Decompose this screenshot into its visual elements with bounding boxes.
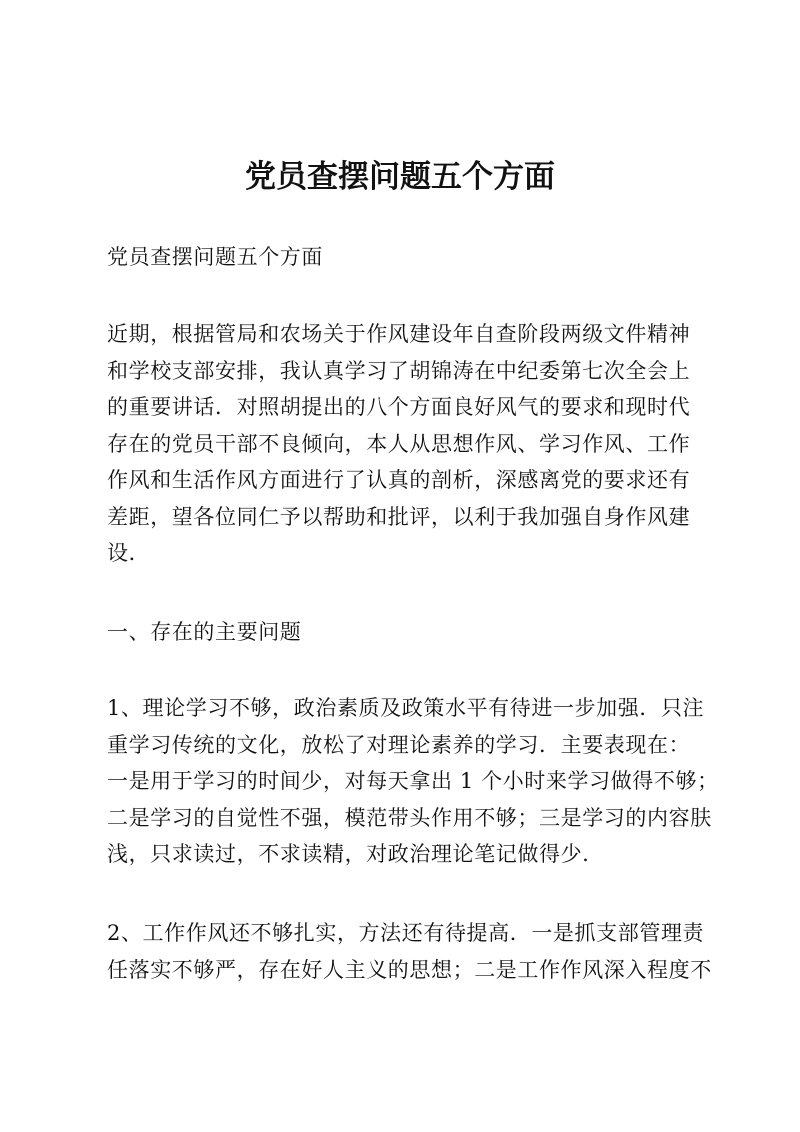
paragraph-line: 一是用于学习的时间少，对每天拿出 1 个小时来学习做得不够；: [107, 769, 719, 793]
paragraph-line: 存在的党员干部不良倾向，本人从思想作风、学习作风、工作: [107, 431, 691, 456]
paragraph-line: 浅，只求读过，不求读精，对政治理论笔记做得少．: [107, 842, 604, 866]
problem-item-2: [107, 915, 712, 988]
paragraph-line: 的重要讲话．对照胡提出的八个方面良好风气的要求和现时代: [107, 395, 691, 419]
paragraph-line: 2、工作作风还不够扎实，方法还有待提高．一是抓支部管理责: [107, 921, 705, 945]
paragraph-line: 近期，根据管局和农场关于作风建设年自查阶段两级文件精神: [107, 322, 691, 346]
section-heading-line: 一、存在的主要问题: [107, 620, 302, 644]
section-heading: [107, 614, 707, 651]
paragraph-line: 任落实不够严，存在好人主义的思想；二是工作作风深入程度不: [107, 957, 712, 982]
paragraph-line: 设．: [107, 541, 151, 565]
document-subtitle: [107, 239, 707, 276]
paragraph-line: 和学校支部安排，我认真学习了胡锦涛在中纪委第七次全会上: [107, 358, 691, 383]
subtitle-line: 党员查摆问题五个方面: [107, 245, 323, 269]
paragraph-line: 1、理论学习不够，政治素质及政策水平有待进一步加强．只注: [107, 696, 705, 720]
paragraph-line: 作风和生活作风方面进行了认真的剖析，深感离党的要求还有: [107, 468, 691, 492]
intro-paragraph: [107, 316, 707, 572]
paragraph-line: 二是学习的自觉性不强，模范带头作用不够；三是学习的内容肤: [107, 805, 712, 830]
document-title: 党员查摆问题五个方面: [245, 159, 555, 195]
problem-item-1: [107, 690, 719, 873]
paragraph-line: 重学习传统的文化，放松了对理论素养的学习．主要表现在：: [107, 732, 691, 757]
paragraph-line: 差距，望各位同仁予以帮助和批评，以利于我加强自身作风建: [107, 504, 691, 529]
